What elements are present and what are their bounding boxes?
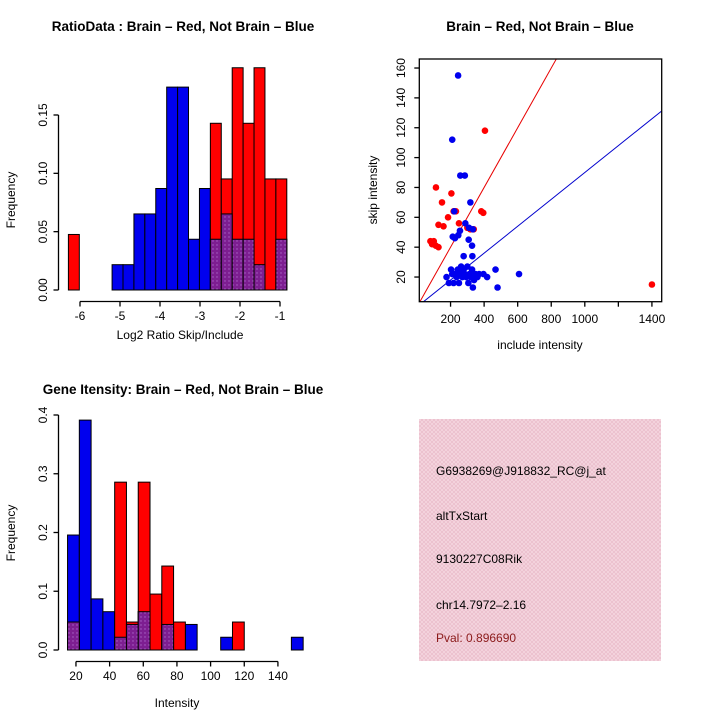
scatter-point-red xyxy=(448,190,455,197)
x-tick-label: 600 xyxy=(507,312,528,326)
info-panel xyxy=(419,419,661,661)
histogram-bar-red xyxy=(115,482,127,650)
histogram-bar-blue xyxy=(199,188,210,290)
x-tick-label: 120 xyxy=(234,669,255,683)
histogram-bar-blue xyxy=(103,612,115,650)
plot-title: Brain – Red, Not Brain – Blue xyxy=(446,19,634,34)
y-tick-label: 0.0 xyxy=(36,641,50,659)
histogram-bar-blue xyxy=(291,637,303,650)
histogram-bar-blue xyxy=(145,214,156,290)
y-tick-label: 0.3 xyxy=(36,465,50,483)
scatter-point-blue xyxy=(462,172,469,179)
histogram-bar-overlap xyxy=(115,637,127,650)
scatter-point-blue xyxy=(467,199,474,206)
info-gene-name: 9130227C08Rik xyxy=(436,552,523,566)
scatter-point-blue xyxy=(449,136,456,143)
scatter-point-red xyxy=(445,214,452,221)
histogram-bar-red xyxy=(150,594,162,650)
x-tick-label: 40 xyxy=(102,669,117,683)
histogram-bar-overlap xyxy=(210,239,221,290)
scatter-point-blue xyxy=(492,266,499,273)
histogram-bar-blue xyxy=(185,624,197,650)
scatter-point-red xyxy=(435,244,442,251)
info-pval: Pval: 0.896690 xyxy=(436,631,517,645)
scatter-point-blue xyxy=(465,236,472,243)
histogram-bar-overlap xyxy=(138,612,150,650)
y-axis-label: skip intensity xyxy=(366,155,380,225)
histogram-bar-blue xyxy=(134,214,145,290)
gene-intensity-histogram-panel xyxy=(4,382,324,710)
scatter-point-red xyxy=(482,127,489,134)
scatter-point-blue xyxy=(470,284,477,291)
intensity-scatter-panel xyxy=(366,0,669,352)
plot-box xyxy=(419,59,661,302)
y-tick-label: 0.05 xyxy=(36,219,50,244)
scatter-point-blue xyxy=(470,226,477,233)
scatter-point-blue xyxy=(460,253,467,260)
histogram-bar-overlap xyxy=(276,239,287,290)
scatter-point-blue xyxy=(484,274,491,281)
y-axis-label: Frequency xyxy=(4,171,18,229)
x-tick-label: -5 xyxy=(114,309,126,323)
y-tick-label: 0.2 xyxy=(36,524,50,541)
x-tick-label: 140 xyxy=(267,669,288,683)
scatter-point-blue xyxy=(457,227,464,234)
scatter-point-blue xyxy=(469,253,476,260)
info-event-type: altTxStart xyxy=(436,509,488,523)
scatter-point-blue xyxy=(469,242,476,249)
histogram-bar-blue xyxy=(156,188,167,290)
histogram-bar-overlap xyxy=(254,265,265,290)
y-tick-label: 20 xyxy=(394,270,408,284)
scatter-point-blue xyxy=(516,271,523,278)
y-tick-label: 140 xyxy=(394,87,408,108)
x-tick-label: 200 xyxy=(440,312,461,326)
y-tick-label: 60 xyxy=(394,210,408,224)
histogram-bar-red xyxy=(68,234,79,290)
histogram-bar-blue xyxy=(221,637,233,650)
histogram-bar-blue xyxy=(123,265,134,290)
histogram-bar-red xyxy=(232,622,244,650)
histogram-bar-blue xyxy=(112,265,123,290)
histogram-bar-blue xyxy=(189,239,200,290)
brain-ratio-line xyxy=(417,0,669,307)
histogram-bar-overlap xyxy=(162,624,174,650)
scatter-point-blue xyxy=(455,72,462,79)
info-locus: chr14.7972–2.16 xyxy=(436,598,527,612)
info-probe-id: G6938269@J918832_RC@j_at xyxy=(436,464,606,478)
histogram-bar-blue xyxy=(178,87,189,290)
scatter-point-blue xyxy=(443,274,450,281)
x-tick-label: 20 xyxy=(69,669,83,683)
plot-title: Gene Itensity: Brain – Red, Not Brain – Blue xyxy=(42,382,324,397)
histogram-bar-red xyxy=(265,179,276,290)
histogram-bar-blue xyxy=(91,599,103,650)
x-tick-label: 1400 xyxy=(638,312,666,326)
ratio-histogram-panel xyxy=(4,19,315,342)
y-tick-label: 0.10 xyxy=(36,161,50,186)
scatter-point-blue xyxy=(456,280,463,287)
y-tick-label: 0.1 xyxy=(36,582,50,600)
scatter-point-red xyxy=(439,199,446,206)
scatter-point-red xyxy=(456,220,463,227)
y-tick-label: 0.00 xyxy=(36,278,50,302)
x-tick-label: 1000 xyxy=(571,312,599,326)
histogram-bar-blue xyxy=(79,420,91,650)
x-tick-label: 800 xyxy=(541,312,562,326)
y-tick-label: 120 xyxy=(394,117,408,138)
scatter-point-red xyxy=(649,281,656,288)
y-tick-label: 0.4 xyxy=(36,406,50,424)
scatter-point-red xyxy=(433,184,440,191)
y-tick-label: 160 xyxy=(394,58,408,79)
histogram-bar-overlap xyxy=(68,622,80,650)
histogram-bar-overlap xyxy=(221,214,232,290)
x-tick-label: 80 xyxy=(170,669,184,683)
regression-lines xyxy=(417,0,669,307)
y-tick-label: 40 xyxy=(394,240,408,254)
histogram-bar-red xyxy=(174,622,186,650)
scatter-point-blue xyxy=(451,208,458,215)
scatter-point-red xyxy=(440,223,447,230)
y-axis-label: Frequency xyxy=(4,504,18,562)
scatter-point-red xyxy=(480,210,487,217)
x-tick-label: -1 xyxy=(274,309,286,323)
y-tick-label: 80 xyxy=(394,180,408,195)
histogram-bar-overlap xyxy=(126,624,138,650)
x-tick-label: 100 xyxy=(200,669,221,683)
x-tick-label: -4 xyxy=(154,309,166,323)
histogram-bar-overlap xyxy=(232,239,243,290)
x-tick-label: 400 xyxy=(474,312,495,326)
histogram-bar-overlap xyxy=(243,239,254,290)
x-tick-label: -3 xyxy=(194,309,206,323)
histogram-bar-red xyxy=(254,68,265,290)
plot-title: RatioData : Brain – Red, Not Brain – Blue xyxy=(51,19,315,34)
x-axis-label: Log2 Ratio Skip/Include xyxy=(116,328,244,342)
scatter-point-blue xyxy=(494,284,501,291)
x-axis-label: Intensity xyxy=(154,696,200,710)
x-tick-label: 60 xyxy=(136,669,150,683)
x-tick-label: -2 xyxy=(234,309,246,323)
y-tick-label: 0.15 xyxy=(36,103,50,127)
x-axis-label: include intensity xyxy=(497,338,583,352)
histogram-bar-blue xyxy=(167,87,178,290)
x-tick-label: -6 xyxy=(74,309,86,323)
y-tick-label: 100 xyxy=(394,147,408,168)
